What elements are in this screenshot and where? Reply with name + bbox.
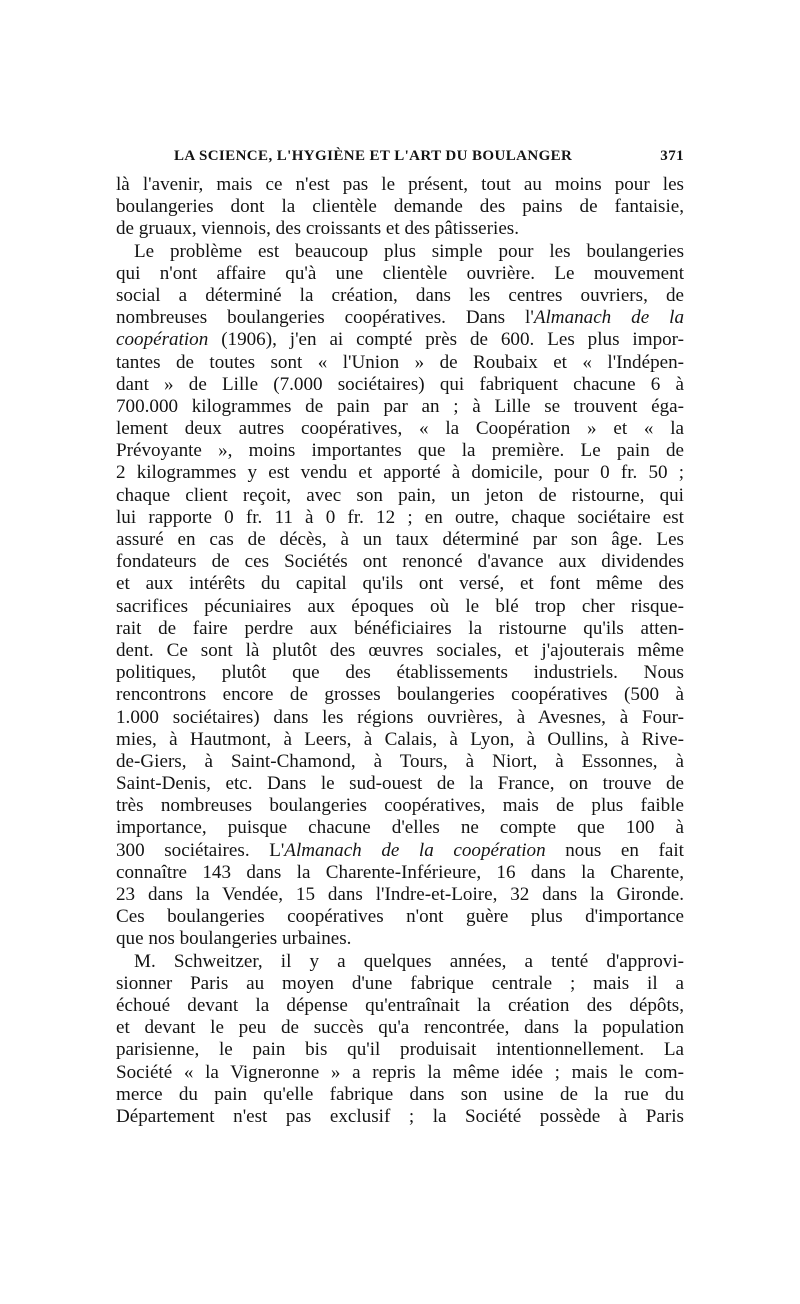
text-line: de gruaux, viennois, des croissants et des pâtisseries. <box>116 218 520 240</box>
text-line: tantes de toutes sont « l'Union » de Roubaix et « l'Indépen- <box>116 351 684 373</box>
text-line: mies, à Hautmont, à Leers, à Calais, à Lyon, à Oullins, à Rive- <box>116 728 684 750</box>
italic-title: Almanach de la coopération <box>284 839 546 861</box>
text-line: merce du pain qu'elle fabrique dans son usine de la rue du <box>116 1083 684 1105</box>
text-line: 23 dans la Vendée, 15 dans l'Indre-et-Loire, 32 dans la Gironde. <box>116 884 684 905</box>
text-line: Ces boulangeries coopératives n'ont guère plus d'importance <box>116 906 684 928</box>
text-line: rencontrons encore de grosses boulangeries coopératives (500 à <box>116 684 684 706</box>
text-line: là l'avenir, mais ce n'est pas le présent, tout au moins pour les <box>116 174 684 195</box>
italic-title: coopération <box>116 329 209 351</box>
text-line: lui rapporte 0 fr. 11 à 0 fr. 12 ; en outre, chaque sociétaire est <box>116 506 684 528</box>
text-line: 2 kilogrammes y est vendu et apporté à domicile, pour 0 fr. 50 ; <box>116 462 684 484</box>
paragraph-1 <box>116 174 684 241</box>
text-line: qui n'ont affaire qu'à une clientèle ouvrière. Le mouvement <box>116 262 684 284</box>
text-line: assuré en cas de décès, à un taux déterminé par son âge. Les <box>116 529 684 550</box>
text-line: échoué devant la dépense qu'entraînait la création des dépôts, <box>116 994 684 1016</box>
text-line: dant » de Lille (7.000 sociétaires) qui fabriquent chacune 6 à <box>116 373 684 395</box>
text-line: dent. Ce sont là plutôt des œuvres sociales, et j'ajouterais même <box>116 639 684 661</box>
text-line: de-Giers, à Saint-Chamond, à Tours, à Niort, à Essonnes, à <box>116 750 684 772</box>
text-line: Société « la Vigneronne » a repris la même idée ; mais le com- <box>116 1061 684 1083</box>
text-line: Saint-Denis, etc. Dans le sud-ouest de la France, on trouve de <box>116 773 684 795</box>
text-line: 700.000 kilogrammes de pain par an ; à Lille se trouvent éga- <box>116 395 684 417</box>
text-line: Département n'est pas exclusif ; la Société possède à Paris <box>116 1105 684 1127</box>
text-run: 300 sociétaires. L' <box>116 839 285 861</box>
text-line: sacrifices pécuniaires aux époques où le blé trop cher risque- <box>116 595 684 617</box>
text-line: importance, puisque chacune d'elles ne compte que 100 à <box>116 817 684 839</box>
text-line: boulangeries dont la clientèle demande des pains de fantaisie, <box>116 196 684 218</box>
text-line: 1.000 sociétaires) dans les régions ouvrières, à Avesnes, à Four- <box>116 706 684 728</box>
running-title: LA SCIENCE, L'HYGIÈNE ET L'ART DU BOULANGER <box>174 148 573 164</box>
text-run: (1906), j'en ai compté près de 600. Les plus impor- <box>208 329 684 351</box>
text-run: nous en fait <box>545 839 684 861</box>
running-head <box>174 148 684 165</box>
text-line: lement deux autres coopératives, « la Coopération » et « la <box>116 418 684 440</box>
text-line: que nos boulangeries urbaines. <box>116 928 352 950</box>
text-line: sionner Paris au moyen d'une fabrique centrale ; mais il a <box>116 972 684 994</box>
italic-title: Almanach de la <box>533 307 684 329</box>
text-run: nombreuses boulangeries coopératives. Dans l' <box>116 307 534 329</box>
text-line: rait de faire perdre aux bénéficiaires la ristourne qu'ils atten- <box>116 617 684 639</box>
text-line <box>116 840 684 862</box>
text-line: parisienne, le pain bis qu'il produisait intentionnellement. La <box>116 1039 684 1061</box>
paragraph-2 <box>116 241 684 951</box>
text-line: Prévoyante », moins importantes que la première. Le pain de <box>116 440 684 462</box>
text-line: M. Schweitzer, il y a quelques années, a tenté d'approvi- <box>134 950 684 972</box>
text-line: politiques, plutôt que des établissements industriels. Nous <box>116 662 684 684</box>
text-line: très nombreuses boulangeries coopératives, mais de plus faible <box>116 795 684 817</box>
page-number: 371 <box>660 148 684 164</box>
text-line <box>116 329 684 351</box>
text-line: connaître 143 dans la Charente-Inférieure, 16 dans la Charente, <box>116 861 684 883</box>
text-line: fondateurs de ces Sociétés ont renoncé d'avance aux dividendes <box>116 551 684 573</box>
text-line: chaque client reçoit, avec son pain, un jeton de ristourne, qui <box>116 484 684 506</box>
text-line: social a déterminé la création, dans les centres ouvriers, de <box>116 284 684 306</box>
text-line: et devant le peu de succès qu'a rencontrée, dans la population <box>116 1017 684 1039</box>
paragraph-3 <box>116 951 684 1129</box>
text-line: et aux intérêts du capital qu'ils ont versé, et font même des <box>116 573 684 595</box>
text-line: Le problème est beaucoup plus simple pour les boulangeries <box>134 240 684 262</box>
text-line <box>116 307 684 329</box>
book-page <box>116 148 684 1128</box>
